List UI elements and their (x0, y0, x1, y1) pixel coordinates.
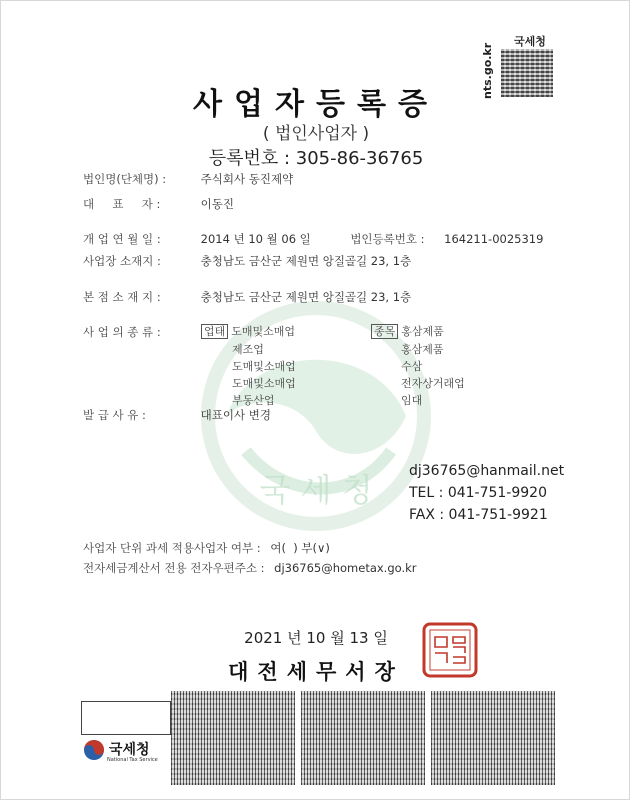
unit-tax-value: 여( ) 부(∨) (270, 541, 330, 555)
business-address-row (83, 253, 411, 269)
nts-logo-text: 국세청 (109, 742, 150, 758)
registration-number-line (1, 144, 630, 170)
etax-email-value: dj36765@hometax.go.kr (274, 561, 417, 575)
document-title: 사업자등록증 (193, 87, 439, 122)
document-subtitle: ( 법인사업자 ) (262, 124, 370, 144)
business-type-item: 도매및소매업 (231, 325, 296, 338)
nts-logo-icon (83, 739, 105, 761)
business-type-label: 사 업 의 종 류 : (83, 325, 161, 339)
open-date-value: 2014 년 10 월 06 일 (200, 232, 311, 246)
bottom-blank-box (81, 701, 171, 735)
hq-address-value: 충청남도 금산군 제원면 앙질골길 23, 1층 (200, 290, 412, 304)
issue-date: 2021 년 10 월 13 일 (244, 629, 388, 647)
barcode-block-1 (171, 691, 295, 785)
contact-tel: TEL : 041-751-9920 (409, 485, 547, 501)
contact-fax: FAX : 041-751-9921 (409, 507, 548, 523)
business-type-line (201, 323, 295, 339)
corp-reg-value: 164211-0025319 (444, 232, 544, 246)
unit-tax-row (83, 540, 330, 556)
official-seal-stamp (421, 621, 479, 679)
unit-tax-label: 사업자 단위 과세 적용사업자 여부 : (83, 541, 261, 555)
open-date-label: 개 업 연 월 일 : (83, 232, 161, 246)
business-address-value: 충청남도 금산군 제원면 앙질골길 23, 1층 (200, 254, 412, 268)
business-item: 임대 (401, 394, 423, 407)
registration-number-label: 등록번호 : (208, 148, 291, 169)
corp-name-label: 법인명(단체명) : (83, 172, 167, 186)
watermark-text: 국 세 청 (259, 471, 373, 509)
representative-row (83, 196, 234, 212)
business-item: 홍삼제품 (401, 343, 444, 356)
corp-name-row (83, 171, 293, 187)
business-address-label: 사업장 소재지 : (83, 254, 161, 268)
corp-name-value: 주식회사 동진제약 (200, 172, 294, 186)
nts-url-vertical: nts.go.kr (481, 42, 494, 99)
issuing-office: 대전세무서장 (228, 660, 404, 684)
nts-logo-english: National Tax Service (107, 757, 158, 763)
registration-number: 305-86-36765 (295, 148, 424, 169)
barcode-block-3 (431, 691, 555, 785)
nts-label-top: 국세청 (514, 35, 546, 48)
business-item-line (371, 323, 444, 339)
open-date-row (83, 231, 543, 247)
corp-reg-label: 법인등록번호 : (350, 232, 425, 246)
business-item: 홍삼제품 (401, 325, 444, 338)
issue-reason-label: 발 급 사 유 : (83, 408, 146, 422)
type-tag: 업태 (201, 324, 228, 339)
hq-address-row (83, 289, 411, 305)
etax-email-row (83, 560, 417, 576)
business-type-item: 제조업 (232, 343, 264, 356)
representative-label: 대 표 자 : (83, 197, 161, 211)
barcode-block-2 (301, 691, 425, 785)
representative-value: 이동진 (200, 197, 234, 211)
contact-email: dj36765@hanmail.net (409, 463, 565, 479)
business-type-item: 도매및소매업 (232, 360, 296, 373)
etax-email-label: 전자세금계산서 전용 전자우편주소 : (83, 561, 265, 575)
business-item: 수삼 (401, 360, 423, 373)
hq-address-label: 본 점 소 재 지 : (83, 290, 161, 304)
issue-reason-row (83, 407, 271, 423)
business-type-item: 도매및소매업 (232, 377, 296, 390)
business-type-item: 부동산업 (232, 394, 275, 407)
business-item: 전자상거래업 (401, 377, 465, 390)
item-tag: 종목 (371, 324, 398, 339)
issue-reason-value: 대표이사 변경 (200, 408, 271, 422)
